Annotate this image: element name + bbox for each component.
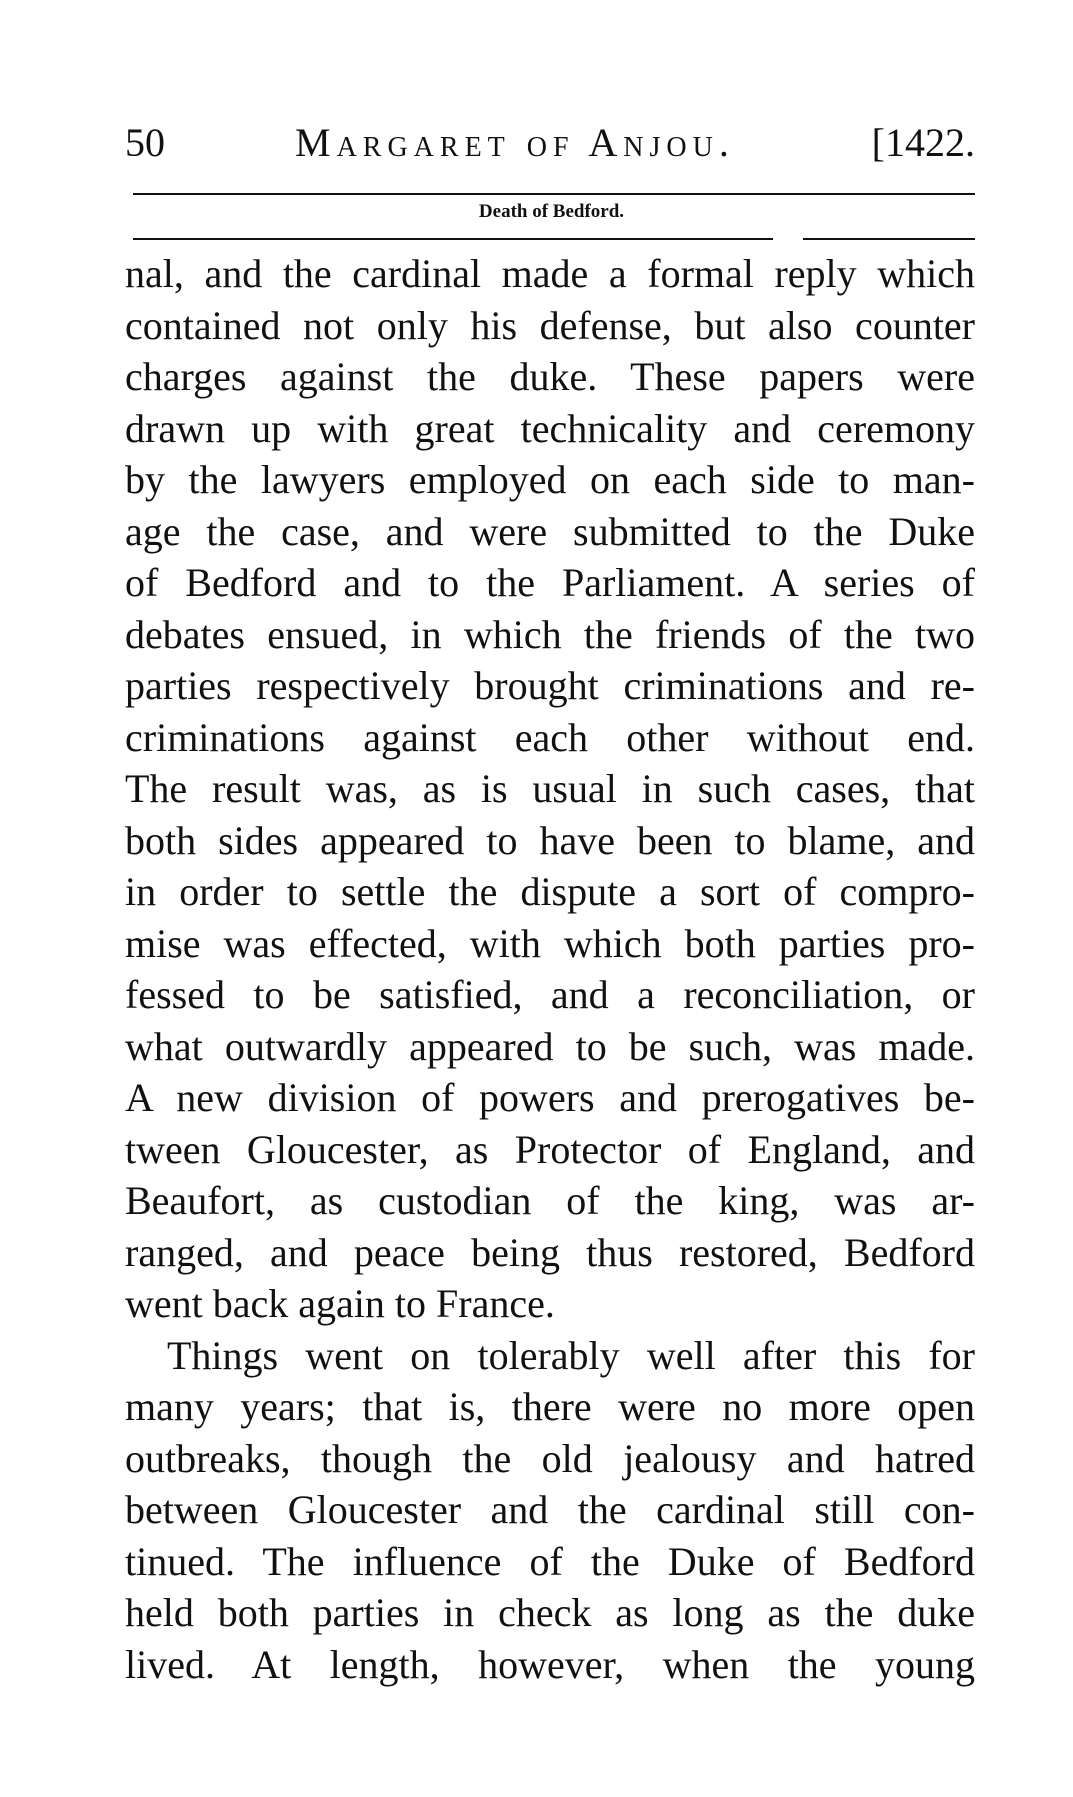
header-rule-top <box>133 193 975 195</box>
paragraph-1 <box>125 248 975 1330</box>
text-line: debates ensued, in which the friends of the two <box>125 611 975 657</box>
text-line: tinued. The influence of the Duke of Bedford <box>125 1538 975 1584</box>
text-line: drawn up with great technicality and ceremony <box>125 405 975 451</box>
text-line: by the lawyers employed on each side to man- <box>125 457 975 502</box>
section-heading: Death of Bedford. <box>478 201 625 222</box>
text-line: outbreaks, though the old jealousy and hatred <box>125 1435 975 1481</box>
text-line: between Gloucester and the cardinal still con- <box>125 1487 975 1532</box>
page-number: 50 <box>125 120 165 165</box>
text-line: in order to settle the dispute a sort of compro- <box>125 869 975 914</box>
body-text <box>125 248 975 1690</box>
text-line: ranged, and peace being thus restored, Bedford <box>125 1229 975 1275</box>
text-line: criminations against each other without end. <box>125 714 975 760</box>
header-rule-bottom-left <box>133 238 773 240</box>
text-line: fessed to be satisfied, and a reconciliation, or <box>125 972 975 1017</box>
paragraph-2 <box>125 1330 975 1691</box>
text-line: Beaufort, as custodian of the king, was ar- <box>125 1178 975 1223</box>
book-title: Margaret of Anjou. <box>295 120 735 165</box>
text-line: tween Gloucester, as Protector of England, and <box>125 1126 975 1172</box>
text-line: age the case, and were submitted to the Duke <box>125 508 975 554</box>
text-line: lived. At length, however, when the young <box>125 1641 975 1687</box>
text-line: of Bedford and to the Parliament. A series of <box>125 560 975 605</box>
text-line: what outwardly appeared to be such, was made. <box>125 1023 975 1069</box>
text-line: The result was, as is usual in such cases, that <box>125 766 975 811</box>
running-head <box>125 118 975 168</box>
text-line: many years; that is, there were no more open <box>125 1384 975 1429</box>
year-marker: [1422. <box>871 120 975 165</box>
text-line: contained not only his defense, but also counter <box>125 302 975 348</box>
text-line: held both parties in check as long as the duke <box>125 1590 975 1635</box>
text-line: parties respectively brought criminations and re- <box>125 663 975 708</box>
text-line: A new division of powers and prerogatives be- <box>125 1075 975 1120</box>
header-rule-bottom-right <box>803 238 975 240</box>
text-line: nal, and the cardinal made a formal reply which <box>125 251 975 296</box>
text-line: charges against the duke. These papers were <box>125 354 975 399</box>
text-line: both sides appeared to have been to blame, and <box>125 817 975 863</box>
text-line: Things went on tolerably well after this for <box>167 1332 975 1378</box>
text-line: mise was effected, with which both parties pro- <box>125 920 975 966</box>
text-line: went back again to France. <box>125 1281 555 1326</box>
